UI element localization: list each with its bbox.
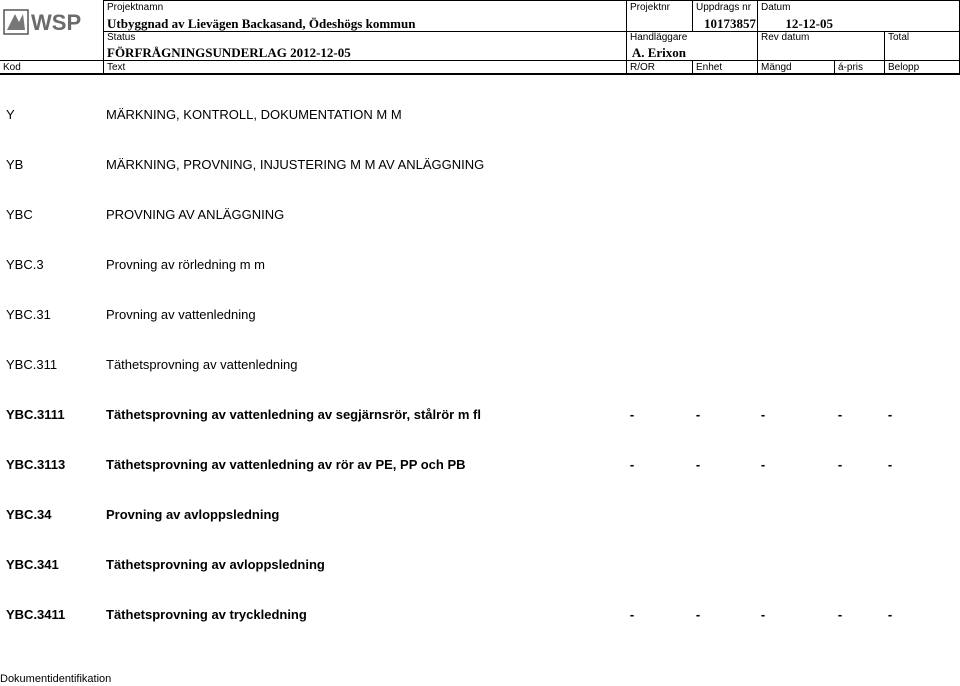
cell-belopp: - [887, 607, 893, 622]
status-label: Status [107, 32, 136, 43]
cell-ror: - [629, 457, 635, 472]
cell-belopp: - [887, 407, 893, 422]
row-code: YBC.3 [6, 257, 44, 272]
row-code: Y [6, 107, 15, 122]
table-row [0, 556, 960, 574]
uppdragsnr-value: 10173857 [704, 16, 756, 31]
column-text: Text [107, 62, 126, 73]
cell-mangd: - [760, 457, 766, 472]
handlaggare-label: Handläggare [630, 32, 688, 43]
cell-enhet: - [695, 607, 701, 622]
cell-enhet: - [695, 407, 701, 422]
table-row [0, 106, 960, 124]
wsp-logo [3, 6, 99, 38]
cell-mangd: - [760, 607, 766, 622]
total-label: Total [888, 32, 910, 43]
row-text: Täthetsprovning av avloppsledning [106, 557, 325, 572]
cell-enhet: - [695, 457, 701, 472]
table-row [0, 606, 960, 624]
column-enhet: Enhet [696, 62, 723, 73]
row-code: YBC.311 [6, 357, 58, 372]
cell-ror: - [629, 407, 635, 422]
cell-ror: - [629, 607, 635, 622]
column-apris: á-pris [838, 62, 864, 73]
row-text: Provning av rörledning m m [106, 257, 265, 272]
table-row [0, 406, 960, 424]
row-code: YB [6, 157, 24, 172]
column-ror: R/OR [630, 62, 655, 73]
row-code: YBC.31 [6, 307, 51, 322]
row-code: YBC.34 [6, 507, 52, 522]
projektnamn-label: Projektnamn [107, 2, 164, 13]
datum-label: Datum [761, 2, 791, 13]
projektnr-label: Projektnr [630, 2, 671, 13]
cell-apris: - [837, 457, 843, 472]
cell-belopp: - [887, 457, 893, 472]
row-text: Täthetsprovning av tryckledning [106, 607, 307, 622]
handlaggare-value: A. Erixon [631, 45, 686, 60]
footer-document-id-label: Dokumentidentifikation [0, 673, 112, 685]
row-code: YBC.3411 [6, 607, 66, 622]
datum-value: 12-12-05 [785, 16, 833, 31]
row-text: PROVNING AV ANLÄGGNING [106, 207, 285, 222]
table-row [0, 256, 960, 274]
row-text: MÄRKNING, KONTROLL, DOKUMENTATION M M [106, 107, 402, 122]
table-row [0, 456, 960, 474]
table-row [0, 206, 960, 224]
table-row [0, 506, 960, 524]
row-text: Täthetsprovning av vattenledning [106, 357, 298, 372]
logo-text: WSP [31, 10, 82, 35]
row-text: MÄRKNING, PROVNING, INJUSTERING M M AV ANLÄGGNING [106, 157, 485, 172]
row-code: YBC.3111 [6, 407, 65, 422]
revdatum-label: Rev datum [761, 32, 810, 43]
table-row [0, 156, 960, 174]
row-code: YBC.3113 [6, 457, 66, 472]
row-text: Provning av avloppsledning [106, 507, 280, 522]
status-value: FÖRFRÅGNINGSUNDERLAG 2012-12-05 [107, 45, 351, 60]
cell-apris: - [837, 407, 843, 422]
table-row [0, 356, 960, 374]
column-belopp: Belopp [888, 62, 920, 73]
row-text: Täthetsprovning av vattenledning av segjärnsrör, stålrör m fl [106, 407, 481, 422]
row-text: Provning av vattenledning [106, 307, 256, 322]
cell-mangd: - [760, 407, 766, 422]
table-row [0, 306, 960, 324]
row-code: YBC [6, 207, 33, 222]
row-code: YBC.341 [6, 557, 59, 572]
row-text: Täthetsprovning av vattenledning av rör av PE, PP och PB [106, 457, 466, 472]
column-kod: Kod [3, 62, 21, 73]
uppdragsnr-label: Uppdrags nr [696, 2, 752, 13]
column-mangd: Mängd [761, 62, 792, 73]
cell-apris: - [837, 607, 843, 622]
projektnamn-value: Utbyggnad av Lievägen Backasand, Ödeshögs kommun [107, 16, 416, 31]
